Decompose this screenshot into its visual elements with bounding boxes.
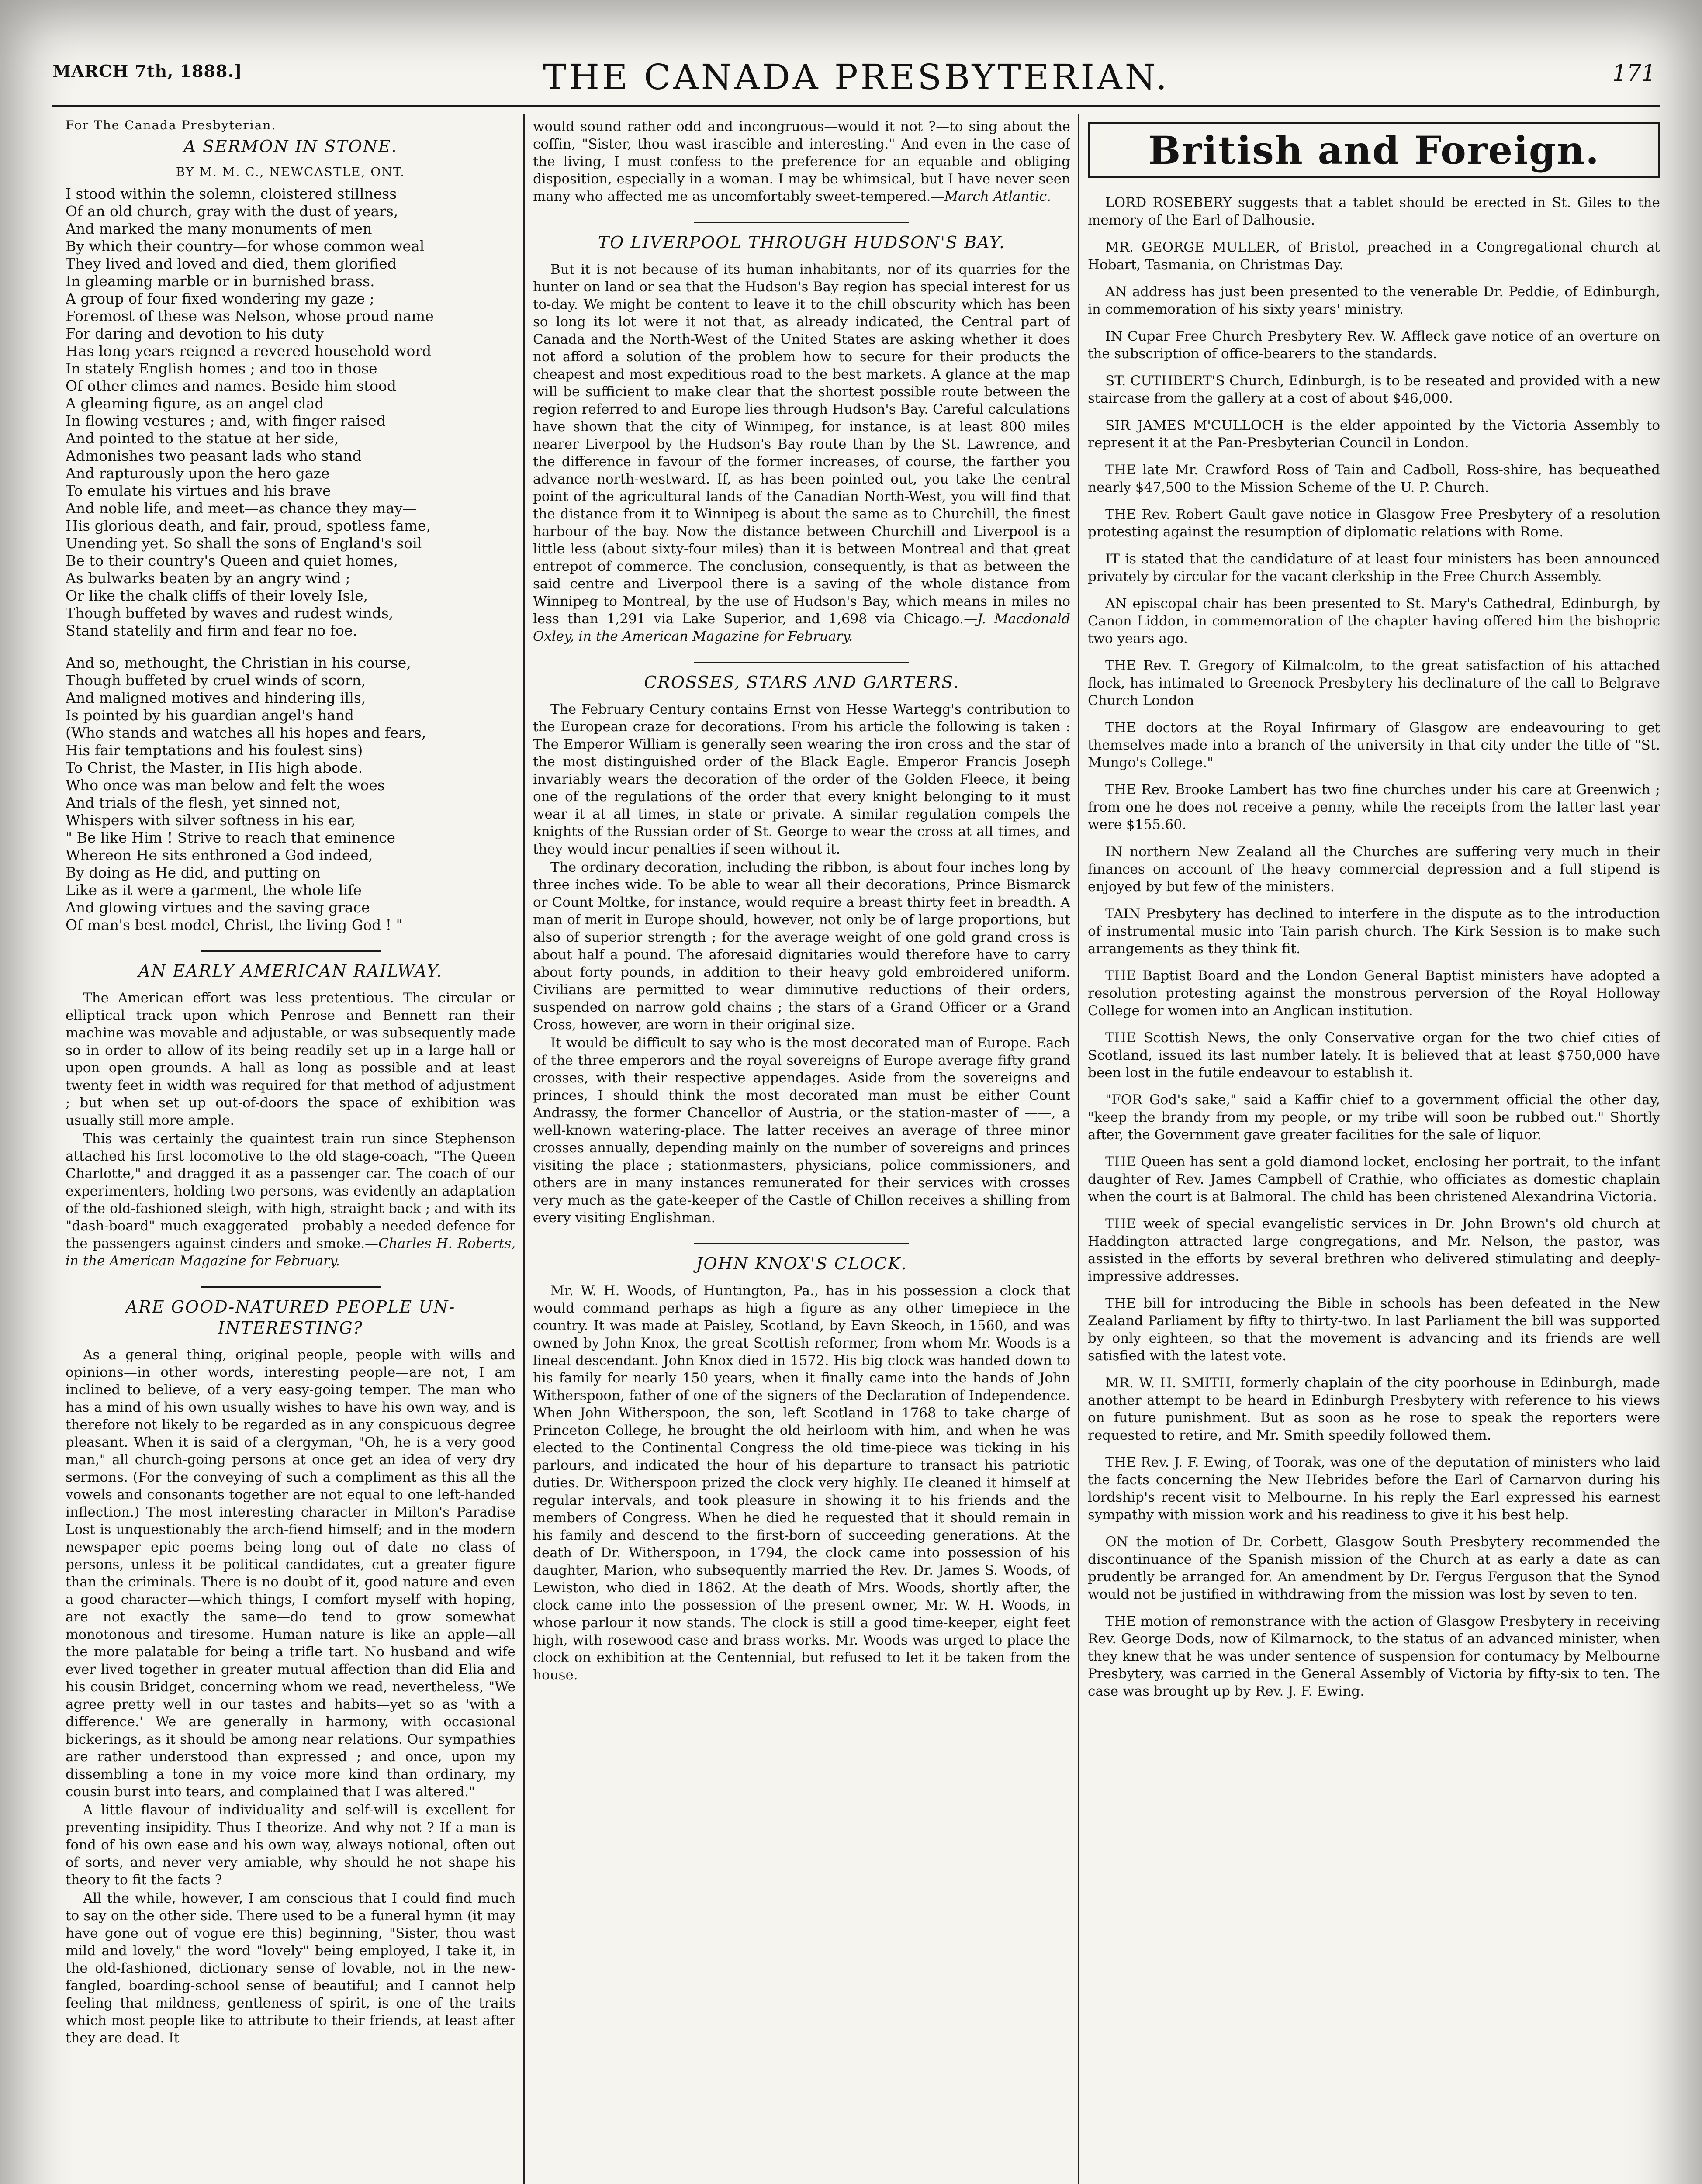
news-item bbox=[1088, 719, 1660, 771]
article-title: ARE GOOD-NATURED PEOPLE UN-INTERESTING? bbox=[125, 1297, 456, 1337]
news-item-lead: ON bbox=[1105, 1534, 1128, 1550]
poem-line: Of other climes and names. Beside him stood bbox=[66, 377, 397, 394]
poem-line: Though buffeted by cruel winds of scorn, bbox=[66, 672, 366, 689]
news-item bbox=[1088, 417, 1660, 452]
news-item-text: Church, Edinburgh, is to be reseated and provided with a new staircase from the gallery at a cost of about $46,000. bbox=[1088, 373, 1660, 406]
poem-line: To emulate his virtues and his brave bbox=[66, 482, 331, 499]
poem-line: Foremost of these was Nelson, whose proud name bbox=[66, 308, 434, 325]
poem-line: Is pointed by his guardian angel's hand bbox=[66, 707, 354, 724]
news-item-text: doctors at the Royal Infirmary of Glasgow are endeavouring to get themselves made into a branch of the university in that city under the title of "St. Mungo's College." bbox=[1088, 720, 1660, 771]
news-item-lead: SIR JAMES M'CULLOCH bbox=[1105, 418, 1284, 433]
news-item-text: bill for introducing the Bible in schools has been defeated in the New Zealand Parliament by fifty to thirty-two. In last Parliament the bill was supported by only eighteen, so that the movement is advancing and its friends are well satisfied with the latest vote. bbox=[1088, 1296, 1660, 1364]
poem-stanza bbox=[66, 654, 515, 934]
paragraph: All the while, however, I am conscious that I could find much to say on the other side. There used to be a funeral hymn (it may have gone out of vogue ere this) beginning, "Sister, thou wast mild and lovely," the word "lovely" being employed, I take it, in the old-fashioned, dictionary sense of lovable, not in the new-fangled, boarding-school sense of beautiful; and I cannot help feeling that mildness, gentleness of spirit, is one of the traits which most people like to attribute to their friends, at least after they are dead. It bbox=[66, 1890, 515, 2046]
news-item-lead: MR. GEORGE MULLER, bbox=[1105, 239, 1280, 255]
news-item-lead: THE bbox=[1105, 1614, 1136, 1629]
poem-line: In stately English homes ; and too in those bbox=[66, 360, 377, 377]
paragraph bbox=[533, 118, 1070, 205]
news-item bbox=[1088, 1295, 1660, 1365]
poem-line: Of an old church, gray with the dust of years, bbox=[66, 203, 398, 220]
news-item bbox=[1088, 967, 1660, 1019]
article-continuation bbox=[533, 118, 1070, 205]
paragraph bbox=[533, 261, 1070, 645]
poem-line: As bulwarks beaten by an angry wind ; bbox=[66, 570, 350, 587]
paragraph: As a general thing, original people, people with wills and opinions—in other words, interesting people—are not, I am inclined to believe, of a very easy-going temper. The man who has a mind of his own usually wishes to have his own way, and is therefore not likely to be regarded as in any conspicuous degree pleasant. When it is said of a clergyman, "Oh, he is a very good man," all church-going persons at once get an idea of very dry sermons. (For the conveying of such a compliment as this all the vowels and consonants together are not equal to one left-handed inflection.) The most interesting character in Milton's Paradise Lost is unquestionably the arch-fiend himself; and in the modern newspaper epic poems being long out of date—no class of persons, unless it be political candidates, cut a greater figure than the criminals. There is no doubt of it, good nature and even a good character—which things, I comfort myself with hoping, are not exactly the same—do tend to grow somewhat monotonous and tiresome. Human nature is like an apple—all the more palatable for being a trifle tart. No husband and wife ever lived together in greater mutual affection than did Elia and his cousin Bridget, concerning whom we read, nevertheless, "We agree pretty well in our tastes and habits—yet so as 'with a difference.' We are generally in harmony, with occasional bickerings, as it should be among near relations. Our sympathies are rather understood than expressed ; and once, upon my dissembling a tone in my voice more kind than ordinary, my cousin burst into tears, and complained that I was altered." bbox=[66, 1347, 515, 1800]
news-item-lead: THE bbox=[1105, 1030, 1136, 1046]
news-item-lead: IN bbox=[1105, 328, 1123, 344]
poem-line: (Who stands and watches all his hopes and fears, bbox=[66, 724, 426, 741]
poem-line: And so, methought, the Christian in his course, bbox=[66, 654, 411, 671]
news-item-lead: THE bbox=[1105, 968, 1136, 984]
article-liverpool bbox=[533, 232, 1070, 645]
poem-line: Though buffeted by waves and rudest winds, bbox=[66, 605, 394, 622]
poem-line: His fair temptations and his foulest sins) bbox=[66, 742, 363, 759]
news-item bbox=[1088, 194, 1660, 229]
news-item bbox=[1088, 1533, 1660, 1603]
paragraph: It would be difficult to say who is the most decorated man of Europe. Each of the three emperors and the royal sovereigns of Europe average fifty grand crosses, with their respective appendages. Aside from the sovereigns and princes, I should think the most decorated man must be either Count Andrassy, the former Chancellor of Austria, or the station-master of ——, a well-known watering-place. The latter receives an average of three minor crosses annually, depending mainly on the number of sovereigns and princes visiting the place ; stationmasters, physicians, police commissioners, and others are in many instances remunerated for their services with crosses very much as the gate-keeper of the Castle of Chillon receives a shilling from every visiting Englishman. bbox=[533, 1035, 1070, 1226]
masthead bbox=[52, 52, 1660, 107]
news-item-text: is stated that the candidature of at least four ministers has been announced privately by circular for the vacant clerkship in the Free Church Assembly. bbox=[1088, 551, 1660, 584]
poem-line: A gleaming figure, as an angel clad bbox=[66, 395, 324, 412]
news-item-text: Rev. Robert Gault gave notice in Glasgow Free Presbytery of a resolution protesting against the resumption of diplomatic relations with Rome. bbox=[1088, 507, 1660, 540]
news-item-text: week of special evangelistic services in Dr. John Brown's old church at Haddington attracted large congregations, and Mr. Nelson, the pastor, was assisted in the efforts by several brethren who delivered stimulating and deeply-impressive addresses. bbox=[1088, 1216, 1660, 1284]
news-item bbox=[1088, 1029, 1660, 1082]
poem-line: And pointed to the statue at her side, bbox=[66, 430, 339, 447]
paragraph: The ordinary decoration, including the ribbon, is about four inches long by three inches wide. To be able to wear all their decorations, Prince Bismarck or Count Moltke, for instance, would require a breast thirty feet in breadth. A man of merit in Europe should, however, not only be of large proportions, but also of superior strength ; for the average weight of one gold grand cross is about half a pound. The aforesaid dignitaries would therefore have to carry about forty pounds, in addition to their heavy gold embroidered uniform. Civilians are permitted to wear diminutive reductions of their orders, suspended on narrow gold chains ; the stars of a Grand Officer or a Grand Cross, however, are worn in their original size. bbox=[533, 860, 1070, 1033]
article-early-railway bbox=[66, 961, 515, 1270]
news-item-text: Rev. T. Gregory of Kilmalcolm, to the great satisfaction of his attached flock, has intimated to Greenock Presbytery his declinature of the call to Belgrave Church London bbox=[1088, 658, 1660, 708]
poem-line: Whereon He sits enthroned a God indeed, bbox=[66, 847, 373, 864]
news-item-lead: THE bbox=[1105, 720, 1136, 736]
news-item bbox=[1088, 843, 1660, 895]
poem-line: I stood within the solemn, cloistered stillness bbox=[66, 185, 397, 202]
news-item-text: is the elder appointed by the Victoria Assembly to represent it at the Pan-Presbyterian Council in London. bbox=[1088, 418, 1660, 451]
news-item-lead: MR. W. H. SMITH, bbox=[1105, 1375, 1235, 1391]
news-item-lead: THE bbox=[1105, 1154, 1136, 1170]
article-credit: —J. Macdonald Oxley, in the American Magazine for February. bbox=[533, 611, 1070, 644]
section-header bbox=[1088, 122, 1660, 178]
poem-line: Be to their country's Queen and quiet homes, bbox=[66, 552, 398, 569]
news-item-text: Scottish News, the only Conservative organ for the two chief cities of Scotland, issued its last number lately. It is believed that at least $750,000 have been lost in the futile endeavour to establish it. bbox=[1088, 1030, 1660, 1081]
paragraph: The American effort was less pretentious. The circular or elliptical track upon which Penrose and Bennett ran their machine was movable and adjustable, or was subsequently made so in order to allow of its being readily set up in a large hall or upon open grounds. A hall as long as possible and at least twenty feet in width was required for that method of adjustment ; but when set up out-of-doors the space of exhibition was usually still more ample. bbox=[66, 990, 515, 1128]
article-credit: —March Atlantic. bbox=[931, 189, 1051, 204]
separator bbox=[694, 222, 909, 223]
paragraph: Mr. W. H. Woods, of Huntington, Pa., has in his possession a clock that would command perhaps as high a figure as any other timepiece in the country. It was made at Paisley, Scotland, by Eavn Skeoch, in 1560, and was owned by John Knox, the great Scottish reformer, from whom Mr. Woods is a lineal descendant. John Knox died in 1572. His big clock was handed down to his family for nearly 150 years, when it finally came into the hands of John Witherspoon, father of one of the signers of the Declaration of Independence. When John Witherspoon, the son, left Scotland in 1768 to take charge of Princeton College, he brought the old heirloom with him, and when he was elected to the Continental Congress the old time-piece was ticking in his parlours, and indicated the hour of his departure to transact his patriotic duties. Dr. Witherspoon prized the clock very highly. He cleaned it himself at regular intervals, and took pleasure in showing it to his friends and the members of Congress. When he died he requested that it should remain in his family and descend to the first-born of succeeding generations. At the death of Dr. Witherspoon, in 1794, the clock came into possession of his daughter, Marion, who subsequently married the Rev. Dr. James S. Woods, of Lewiston, who died in 1862. At the death of Mrs. Woods, shortly after, the clock came into the possession of the present owner, Mr. W. H. Woods, in whose parlour it now stands. The clock is still a good time-keeper, eight feet high, with rosewood case and brass works. Mr. Woods was urged to place the clock on exhibition at the Centennial, but refused to let it be taken from the house. bbox=[533, 1283, 1070, 1683]
news-item bbox=[1088, 506, 1660, 541]
separator bbox=[201, 950, 381, 952]
poem-line: Whispers with silver softness in his ear, bbox=[66, 812, 356, 829]
paragraph-text: This was certainly the quaintest train run since Stephenson attached his first locomotive to the old stage-coach, "The Queen Charlotte," and dragged it as a passenger car. The coach of our experimenters, holding two persons, was evidently an adaptation of the old-fashioned sleigh, with high, straight back ; and with its "dash-board" much exaggerated—probably a needed defence for the passengers against cinders and smoke. bbox=[66, 1131, 515, 1251]
column-right bbox=[1088, 118, 1660, 2184]
poem-line: Who once was man below and felt the woes bbox=[66, 777, 385, 794]
issue-date: MARCH 7th, 1888.] bbox=[52, 61, 242, 81]
poem-line: Like as it were a garment, the whole life bbox=[66, 881, 362, 898]
news-item bbox=[1088, 905, 1660, 957]
separator bbox=[694, 1243, 909, 1244]
poem-line: Of man's best model, Christ, the living God ! " bbox=[66, 916, 403, 933]
news-item-lead: THE bbox=[1105, 1216, 1136, 1232]
column-middle bbox=[533, 118, 1070, 2184]
news-item-lead: IN bbox=[1105, 844, 1123, 860]
news-item-lead: THE bbox=[1105, 1296, 1136, 1311]
paragraph-text: But it is not because of its human inhabitants, nor of its quarries for the hunter on land or sea that the Hudson's Bay region has special interest for us to-day. We might be content to leave it to the chill obscurity which has been so long its lot were it not that, as already indicated, the Central part of Canada and the North-West of the United States are asking whether it does not afford a solution of the problem how to secure for their products the cheapest and most expeditious road to the best markets. A glance at the map will be sufficient to make clear that the shortest possible route between the region referred to and Europe lies through Hudson's Bay. Careful calculations have shown that the city of Winnipeg, for instance, is at least 800 miles nearer Liverpool by the Hudson's Bay route than by the St. Lawrence, and the difference in favour of the former increases, of course, the farther you advance north-westward. If, as has been pointed out, you take the central point of the agricultural lands of the Canadian North-West, you will find that the distance from it to Winnipeg is about the same as to Churchill, the finest harbour of the bay. Now the distance between Churchill and Liverpool is a little less (about sixty-four miles) than it is between Montreal and that great entrepot of commerce. The conclusion, consequently, is that as between the said centre and Liverpool there is a saving of the whole distance from Winnipeg to Montreal, by the use of Hudson's Bay, which means in miles no less than 1,291 via Lake Superior, and 1,698 via Chicago. bbox=[533, 262, 1070, 627]
news-item-lead: THE bbox=[1105, 507, 1136, 522]
poem-line: Or like the chalk cliffs of their lovely Isle, bbox=[66, 587, 368, 604]
news-item-text: Rev. Brooke Lambert has two fine churches under his care at Greenwich ; from one he does not receive a penny, while the receipts from the latter last year were $155.60. bbox=[1088, 782, 1660, 833]
poem-line: In flowing vestures ; and, with finger raised bbox=[66, 412, 386, 429]
column-left bbox=[66, 118, 515, 2184]
paragraph: The February Century contains Ernst von Hesse Wartegg's contribution to the European craze for decorations. From his article the following is taken : The Emperor William is generally seen wearing the iron cross and the star of the most distinguished order of the Black Eagle. Emperor Francis Joseph invariably wears the decoration of the order of the Golden Fleece, it being one of the regulations of the order that every knight belonging to it must wear it at all times, in state or private. A similar regulation compels the knights of the Russian order of St. George to wear the cross at all times, and they would incur penalties if seen without it. bbox=[533, 702, 1070, 857]
column-divider bbox=[1078, 114, 1079, 2184]
poem-line: And marked the many monuments of men bbox=[66, 220, 372, 237]
page-number: 171 bbox=[1612, 60, 1656, 86]
newspaper-title: THE CANADA PRESBYTERIAN. bbox=[543, 57, 1170, 97]
poem-line: Unending yet. So shall the sons of England's soil bbox=[66, 535, 422, 552]
news-item bbox=[1088, 1454, 1660, 1524]
news-item-lead: THE bbox=[1105, 782, 1136, 798]
poem-line: And glowing virtues and the saving grace bbox=[66, 899, 370, 916]
article-kicker: For The Canada Presbyterian. bbox=[66, 118, 277, 132]
paragraph: A little flavour of individuality and self-will is excellent for preventing insipidity. Thus I theorize. And why not ? If a man is fond of his own ease and his own way, always notional, often out of sorts, and never very amiable, why should he not shape his theory to fit the facts ? bbox=[66, 1802, 515, 1888]
poem-line: And maligned motives and hindering ills, bbox=[66, 689, 366, 706]
news-item-text: Queen has sent a gold diamond locket, enclosing her portrait, to the infant daughter of Rev. James Campbell of Crathie, who officiates as domestic chaplain when the court is at Balmoral. The child has been christened Alexandrina Victoria. bbox=[1088, 1154, 1660, 1205]
article-byline: BY M. M. C., NEWCASTLE, ONT. bbox=[176, 165, 405, 179]
news-item-lead: LORD ROSEBERY bbox=[1105, 195, 1232, 211]
news-item-text: northern New Zealand all the Churches are suffering very much in their finances on account of the heavy commercial depression and a full stipend is enjoyed by but few of the ministers. bbox=[1088, 844, 1660, 895]
poem-line: His glorious death, and fair, proud, spotless fame, bbox=[66, 517, 431, 534]
poem-line: In gleaming marble or in burnished brass. bbox=[66, 273, 375, 290]
news-item bbox=[1088, 781, 1660, 833]
news-item bbox=[1088, 1374, 1660, 1444]
news-item bbox=[1088, 461, 1660, 496]
poem-line: By which their country—for whose common weal bbox=[66, 238, 425, 255]
news-item-text: address has just been presented to the venerable Dr. Peddie, of Edinburgh, in commemoration of his sixty years' ministry. bbox=[1088, 284, 1660, 317]
poem-line: Admonishes two peasant lads who stand bbox=[66, 447, 362, 464]
article-title: JOHN KNOX'S CLOCK. bbox=[696, 1254, 907, 1273]
article-knox-clock bbox=[533, 1253, 1070, 1684]
news-item bbox=[1088, 1613, 1660, 1700]
news-item bbox=[1088, 283, 1660, 318]
article-title: TO LIVERPOOL THROUGH HUDSON'S BAY. bbox=[598, 233, 1006, 252]
article-crosses bbox=[533, 672, 1070, 1227]
news-item-text: episcopal chair has been presented to St. Mary's Cathedral, Edinburgh, by Canon Liddon, in commemoration of the chapter having offered him the bishopric two years ago. bbox=[1088, 596, 1660, 646]
poem-line: For daring and devotion to his duty bbox=[66, 325, 324, 342]
poem-line: By doing as He did, and putting on bbox=[66, 864, 321, 881]
news-item-lead: IT bbox=[1105, 551, 1120, 567]
section-title: British and Foreign. bbox=[1148, 128, 1600, 173]
news-item-text: formerly chaplain of the city poorhouse in Edinburgh, made another attempt to be heard in Edinburgh Presbytery with reference to his views on future punishment. But as soon as he rose to speak the reporters were requested to retire, and Mr. Smith speedily followed them. bbox=[1088, 1375, 1660, 1443]
news-item bbox=[1088, 657, 1660, 709]
poem-line: Has long years reigned a revered household word bbox=[66, 342, 432, 359]
news-item-text: suggests that a tablet should be erected in St. Giles to the memory of the Earl of Dalhousie. bbox=[1088, 195, 1660, 228]
news-item-lead: "FOR bbox=[1105, 1092, 1142, 1108]
news-item-text: of Bristol, preached in a Congregational church at Hobart, Tasmania, on Christmas Day. bbox=[1088, 239, 1660, 273]
separator bbox=[694, 662, 909, 663]
poem-line: And rapturously upon the hero gaze bbox=[66, 465, 330, 482]
article-credit: —Charles H. Roberts, in the American Magazine for February. bbox=[66, 1236, 515, 1269]
article-title: AN EARLY AMERICAN RAILWAY. bbox=[138, 961, 443, 981]
poem-line: To Christ, the Master, in His high abode. bbox=[66, 759, 363, 776]
news-item bbox=[1088, 595, 1660, 647]
news-item bbox=[1088, 238, 1660, 273]
news-item-lead: AN bbox=[1105, 596, 1127, 612]
poem-line: Stand statelily and firm and fear no foe. bbox=[66, 622, 357, 639]
news-item bbox=[1088, 328, 1660, 363]
article-title: A SERMON IN STONE. bbox=[183, 137, 398, 156]
article-good-natured bbox=[66, 1296, 515, 2047]
news-item bbox=[1088, 372, 1660, 407]
news-item-lead: ST. CUTHBERT'S bbox=[1105, 373, 1225, 389]
poem-line: They lived and loved and died, them glorified bbox=[66, 255, 397, 272]
article-sermon-in-stone bbox=[66, 118, 515, 934]
news-item-text: Cupar Free Church Presbytery Rev. W. Affleck gave notice of an overture on the subscription of office-bearers to the standards. bbox=[1088, 328, 1660, 362]
news-item-lead: THE bbox=[1105, 462, 1136, 478]
news-item-text: the motion of Dr. Corbett, Glasgow South Presbytery recommended the discontinuance of the Spanish mission of the Church at as early a date as can prudently be arranged for. An amendment by Dr. Fergus Ferguson that the Synod would not be justified in withdrawing from the mission was lost by seven to ten. bbox=[1088, 1534, 1660, 1602]
news-item-text: motion of remonstrance with the action of Glasgow Presbytery in receiving Rev. George Dods, now of Kilmarnock, to the status of an advanced minister, when they knew that he was under sentence of suspension for contumacy by Melbourne Presbytery, was carried in the General Assembly of Victoria by fifty-six to ten. The case was brought up by Rev. J. F. Ewing. bbox=[1088, 1614, 1660, 1699]
article-title: CROSSES, STARS AND GARTERS. bbox=[644, 673, 959, 692]
poem-stanza bbox=[66, 185, 515, 639]
news-item bbox=[1088, 550, 1660, 585]
news-item-text: Baptist Board and the London General Baptist ministers have adopted a resolution protesting against the monstrous perversion of the Royal Holloway College for women into an Anglican institution. bbox=[1088, 968, 1660, 1019]
paragraph-text: would sound rather odd and incongruous—would it not ?—to sing about the coffin, "Sister, thou wast irascible and interesting." And even in the case of the living, I must confess to the preference for an equable and obliging disposition, especially in a woman. I may be whimsical, but I have never seen many who affected me as uncomfortably sweet-tempered. bbox=[533, 119, 1070, 204]
news-item-lead: THE bbox=[1105, 658, 1136, 674]
news-item bbox=[1088, 1153, 1660, 1206]
poem-line: And noble life, and meet—as chance they may— bbox=[66, 500, 417, 517]
news-items bbox=[1088, 194, 1660, 1700]
poem-line: And trials of the flesh, yet sinned not, bbox=[66, 794, 341, 811]
column-divider bbox=[523, 114, 525, 2184]
news-item-text: Rev. J. F. Ewing, of Toorak, was one of the deputation of ministers who laid the facts concerning the New Hebrides before the Earl of Carnarvon during his lordship's recent visit to Melbourne. In his reply the Earl expressed his earnest sympathy with mission work and his readiness to give it his best help. bbox=[1088, 1455, 1660, 1523]
news-item bbox=[1088, 1215, 1660, 1285]
separator bbox=[201, 1286, 381, 1288]
news-item bbox=[1088, 1091, 1660, 1144]
paragraph bbox=[66, 1130, 515, 1270]
news-item-lead: THE bbox=[1105, 1455, 1136, 1470]
news-item-text: late Mr. Crawford Ross of Tain and Cadboll, Ross-shire, has bequeathed nearly $47,500 to the Mission Scheme of the U. P. Church. bbox=[1088, 462, 1660, 495]
news-item-text: Presbytery has declined to interfere in the dispute as to the introduction of instrumental music into Tain parish church. The Kirk Session is to make such arrangements as they think fit. bbox=[1088, 906, 1660, 957]
poem-line: A group of four fixed wondering my gaze ; bbox=[66, 290, 374, 307]
news-item-lead: AN bbox=[1105, 284, 1127, 300]
news-item-text: God's sake," said a Kaffir chief to a government official the other day, "keep the brandy from my people, or my tribe will soon be rubbed out." Shortly after, the Government gave greater facilities for the sale of liquor. bbox=[1088, 1092, 1660, 1143]
news-item-lead: TAIN bbox=[1105, 906, 1141, 922]
poem-line: " Be like Him ! Strive to reach that eminence bbox=[66, 829, 395, 846]
